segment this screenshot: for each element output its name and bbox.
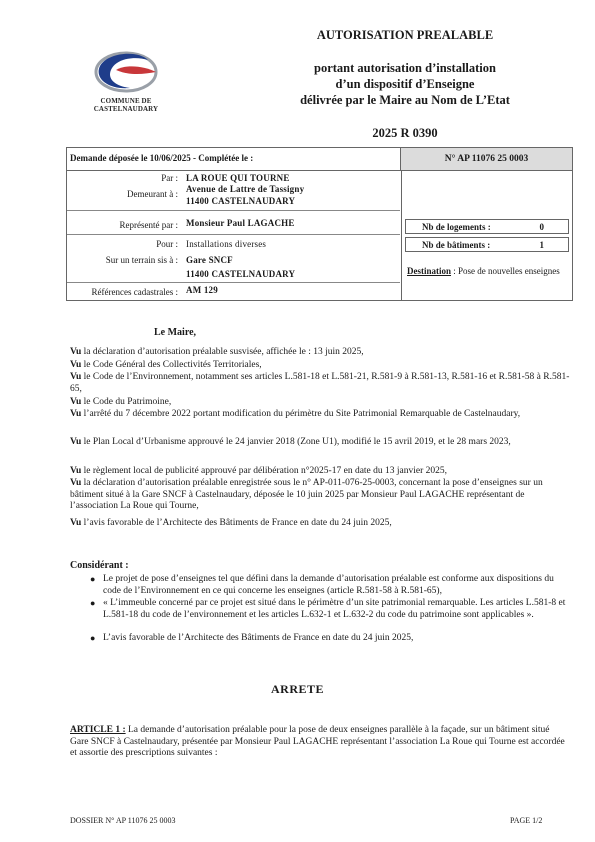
considerant-bullet: ● « L’immeuble concerné par ce projet est situé dans le périmètre d’un site patrimonial remarquable. Les articles L.581-8 et L.581-18 du code de l’environnement et les articles L.632-1 et L.632-2 du code du patrimoine sont applicables ». xyxy=(90,598,566,620)
pour-value: Installations diverses xyxy=(186,239,267,249)
destination-value: : Pose de nouvelles enseignes xyxy=(451,266,560,276)
footer-page: PAGE 1/2 xyxy=(510,816,543,825)
vu-item: Vu le Code de l’Environnement, notamment ses articles L.581-18 et L.581-21, R.581-9 à R.581-13, R.581-16 et R.581-58 à R.581-65, xyxy=(70,372,570,394)
article-1 xyxy=(70,725,570,760)
batiments-box xyxy=(405,237,569,252)
represente-label: Représenté par : xyxy=(119,220,178,230)
logements-value: 0 xyxy=(539,222,544,232)
terrain-line-2: 11400 CASTELNAUDARY xyxy=(186,269,296,279)
bullet-icon: ● xyxy=(90,574,96,584)
considerant-bullet: ● Le projet de pose d’enseignes tel que défini dans la demande d’autorisation préalable est conforme aux dispositions du code de l’Environnement en ce qui concerne les enseignes (article R.581-58 à R.581-65), xyxy=(90,574,554,596)
document-title: AUTORISATION PREALABLE xyxy=(316,28,494,42)
subtitle-line-1: portant autorisation d’installation xyxy=(314,61,496,75)
article-1-text: La demande d’autorisation préalable pour la pose de deux enseignes parallèle à la façade, sur un bâtiment situé Gare SNCF à Castelnaudary, présentée par Monsieur Paul LAGACHE représentant l’association La Roue qui Tourne est accordée et assortie des prescriptions suivantes : xyxy=(70,725,565,758)
row-divider xyxy=(67,234,400,235)
footer-dossier: DOSSIER N° AP 11076 25 0003 xyxy=(70,816,176,825)
subtitle-line-2: d’un dispositif d’Enseigne xyxy=(335,77,475,91)
vu-item: Vu le règlement local de publicité approuvé par délibération n°2025-17 en date du 13 janvier 2025, xyxy=(70,466,448,476)
row-divider xyxy=(67,210,400,211)
vu-item: Vu la déclaration d’autorisation préalable susvisée, affichée le : 13 juin 2025, xyxy=(70,347,364,357)
logo-wave-red xyxy=(116,66,156,74)
bullet-icon: ● xyxy=(90,633,96,643)
vu-item: Vu la déclaration d’autorisation préalable enregistrée sous le n° AP-011-076-25-0003, concernant la pose d’enseignes sur un bâtiment situé à la Gare SNCF à Castelnaudary, déposée le 10 juin 2025 par Monsieur Paul LAGACHE représentant de l’association La Roue qui Tourne, xyxy=(70,478,543,511)
table-header xyxy=(67,148,572,171)
batiments-label: Nb de bâtiments : xyxy=(422,240,491,250)
column-divider xyxy=(401,170,402,300)
batiments-value: 1 xyxy=(539,240,544,250)
vu-item: Vu l’arrêté du 7 décembre 2022 portant modification du périmètre du Site Patrimonial Remarquable de Castelnaudary, xyxy=(70,409,521,419)
le-maire-heading: Le Maire, xyxy=(154,327,197,338)
vu-item: Vu l’avis favorable de l’Architecte des Bâtiments de France en date du 24 juin 2025, xyxy=(70,518,392,528)
demeurant-line-1: Avenue de Lattre de Tassigny xyxy=(186,184,305,194)
row-divider xyxy=(67,282,400,283)
logo-line-2: CASTELNAUDARY xyxy=(93,105,159,113)
considerant-heading: Considérant : xyxy=(70,560,129,571)
terrain-line-1: Gare SNCF xyxy=(186,255,233,265)
document-subtitle xyxy=(200,60,595,108)
subtitle-line-3: délivrée par le Maire au Nom de L’Etat xyxy=(300,93,510,107)
article-1-heading: ARTICLE 1 : xyxy=(70,725,126,735)
references-value: AM 129 xyxy=(186,285,218,295)
pour-label: Pour : xyxy=(156,239,178,249)
destination xyxy=(407,266,567,277)
permit-number: N° AP 11076 25 0003 xyxy=(400,148,572,170)
bullet-icon: ● xyxy=(90,598,96,608)
terrain-label: Sur un terrain sis à : xyxy=(105,255,178,265)
logements-label: Nb de logements : xyxy=(422,222,491,232)
request-date: Demande déposée le 10/06/2025 - Complétée le : xyxy=(70,153,254,163)
vu-item: Vu le Plan Local d’Urbanisme approuvé le 24 janvier 2018 (Zone U1), modifié le 15 avril 2019, et le 28 mars 2023, xyxy=(70,437,511,447)
par-value: LA ROUE QUI TOURNE xyxy=(186,173,290,183)
par-label: Par : xyxy=(161,173,178,183)
considerant-bullet: ● L’avis favorable de l’Architecte des Bâtiments de France en date du 24 juin 2025, xyxy=(90,633,414,643)
decision-reference: 2025 R 0390 xyxy=(372,126,438,140)
vu-item: Vu le Code Général des Collectivités Territoriales, xyxy=(70,360,262,370)
vu-item: Vu le Code du Patrimoine, xyxy=(70,397,172,407)
represente-value: Monsieur Paul LAGACHE xyxy=(186,218,295,228)
request-table xyxy=(66,147,573,301)
demeurant-line-2: 11400 CASTELNAUDARY xyxy=(186,196,296,206)
logo-text xyxy=(80,97,172,113)
references-label: Références cadastrales : xyxy=(91,287,178,297)
demeurant-label: Demeurant à : xyxy=(127,189,178,199)
destination-label: Destination xyxy=(407,266,452,276)
arrete-heading: ARRETE xyxy=(270,682,324,696)
logo-line-1: COMMUNE DE xyxy=(100,97,152,105)
logements-box xyxy=(405,219,569,234)
